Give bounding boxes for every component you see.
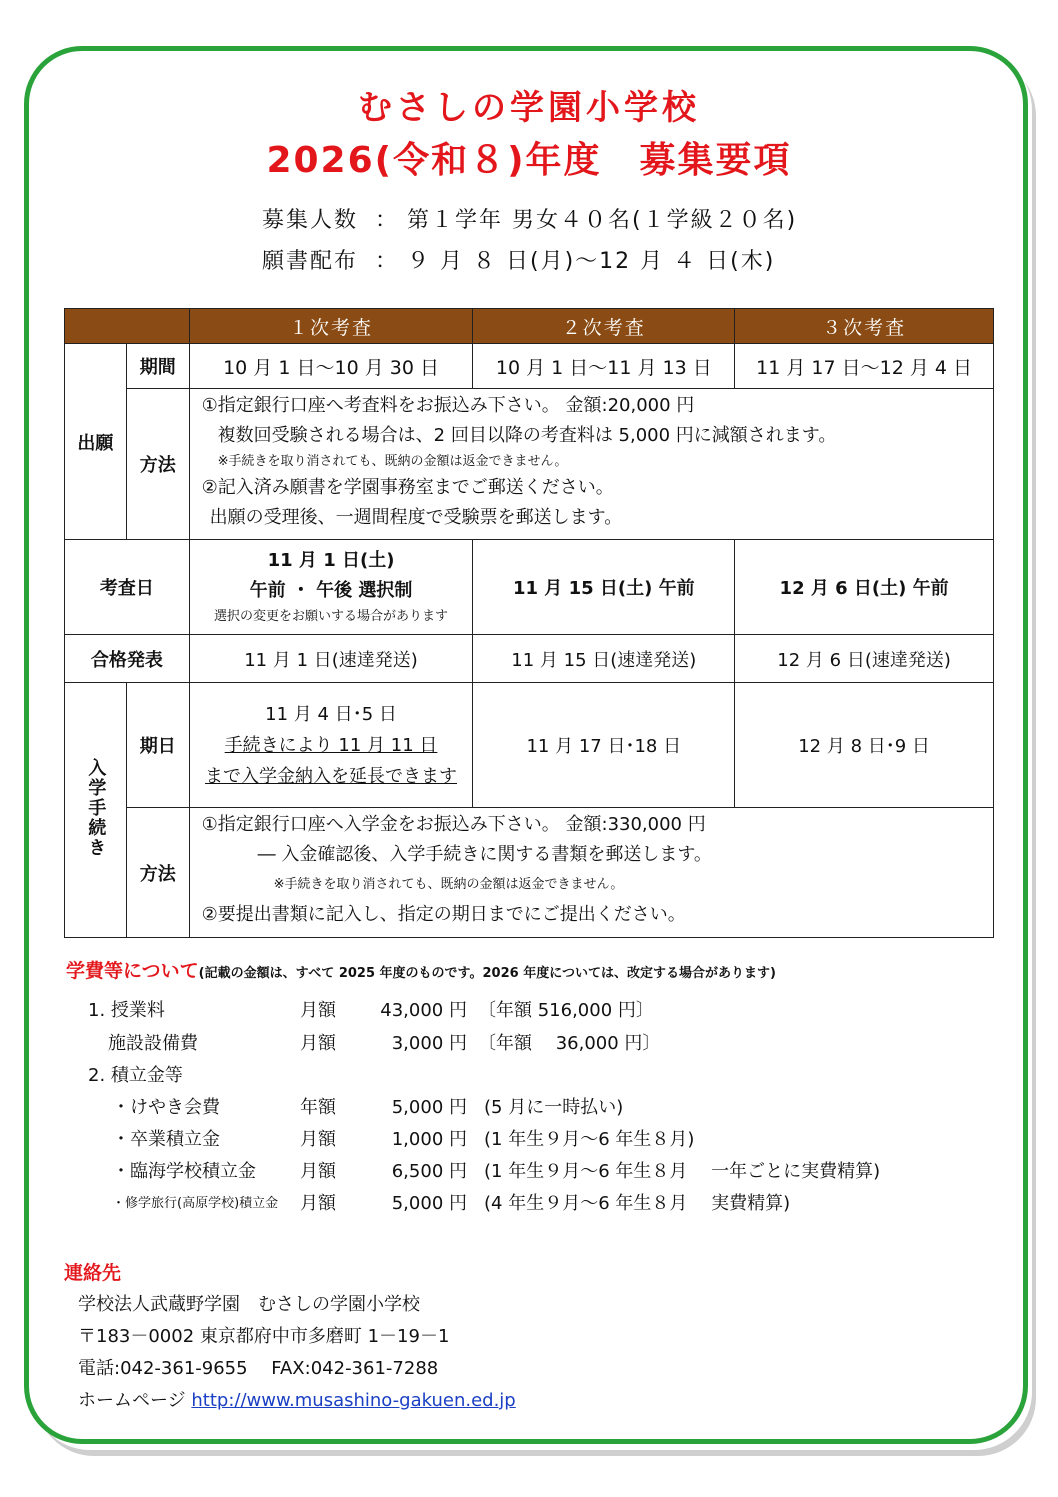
fee-row — [0, 1125, 1058, 1155]
fee-row — [0, 1029, 1058, 1059]
method-line: ②記入済み願書を学園事務室までご郵送ください。 — [201, 477, 614, 498]
fee-extra: 〔年額 516,000 円〕 — [478, 1000, 654, 1021]
fee-extra: 〔年額 36,000 円〕 — [478, 1033, 661, 1054]
contact-address: 〒183－0002 東京都府中市多磨町 1－19－1 — [78, 1326, 450, 1347]
fees-note: (記載の金額は、すべて 2025 年度のものです。2026 年度については、改定する場合があります) — [198, 966, 776, 981]
result-cell: 11 月 1 日(速達発送) — [189, 635, 473, 683]
colon: ： — [374, 208, 399, 233]
fee-row — [0, 1157, 1058, 1187]
fee-period: 月額 — [300, 1033, 336, 1054]
fee-amount: 5,000 円 — [391, 1193, 467, 1214]
fee-name: 1. 授業料 — [88, 1000, 165, 1021]
enroll-date-label: 期日 — [126, 683, 189, 808]
distribution-value: ９ 月 ８ 日(月)～12 月 ４ 日(木) — [407, 249, 776, 274]
fee-period: 年額 — [300, 1097, 336, 1118]
contact-homepage — [78, 1386, 516, 1412]
method-line: ― 入金確認後、入学手続きに関する書類を郵送します。 — [257, 844, 712, 865]
result-cell: 12 月 6 日(速達発送) — [735, 635, 994, 683]
fee-amount: 43,000 円 — [380, 1000, 467, 1021]
fee-period: 月額 — [300, 1129, 336, 1150]
fee-name: ・修学旅行(高原学校)積立金 — [112, 1196, 279, 1211]
table-header-row — [65, 309, 994, 344]
fee-period: 月額 — [300, 1000, 336, 1021]
fee-amount: 6,500 円 — [391, 1161, 467, 1182]
period-cell: 10 月 1 日～11 月 13 日 — [473, 344, 735, 389]
fee-name: ・けやき会費 — [112, 1097, 220, 1118]
fee-extra: (1 年生９月～6 年生８月) — [484, 1129, 695, 1150]
exam-date-first: 11 月 1 日(土) — [267, 550, 395, 571]
contact-phone: 電話:042-361-9655 FAX:042-361-7288 — [78, 1358, 439, 1379]
table-row — [65, 344, 994, 389]
exam-date-cell: 12 月 6 日(土) 午前 — [735, 540, 994, 635]
method-line: ①指定銀行口座へ考査料をお振込み下さい。 金額:20,000 円 — [201, 395, 695, 416]
fee-extra: (5 月に一時払い) — [484, 1097, 624, 1118]
column-header: ３次考査 — [735, 309, 994, 344]
period-cell: 11 月 17 日～12 月 4 日 — [735, 344, 994, 389]
distribution-label: 願書配布 — [262, 249, 359, 274]
method-note: ※手続きを取り消されても、既納の金額は返金できません。 — [273, 877, 624, 892]
fee-extra: (4 年生９月～6 年生８月 実費精算) — [484, 1193, 791, 1214]
method-line: ①指定銀行口座へ入学金をお振込み下さい。 金額:330,000 円 — [201, 814, 706, 835]
enroll-date-cell — [189, 683, 473, 808]
enroll-date-cell: 12 月 8 日･9 日 — [735, 683, 994, 808]
fee-extra: (1 年生９月～6 年生８月 一年ごとに実費精算) — [484, 1161, 881, 1182]
column-header: １次考査 — [189, 309, 473, 344]
enroll-date-cell: 11 月 17 日･18 日 — [473, 683, 735, 808]
fees-heading: 学費等について — [66, 960, 199, 982]
enroll-extension: 手続きにより 11 月 11 日 — [224, 734, 438, 756]
school-name: むさしの学園小学校 — [358, 88, 700, 128]
exam-date-cell: 11 月 15 日(土) 午前 — [473, 540, 735, 635]
column-header: ２次考査 — [473, 309, 735, 344]
capacity-line — [262, 203, 797, 234]
contact-org: 学校法人武蔵野学園 むさしの学園小学校 — [78, 1294, 420, 1315]
header-empty-cell — [65, 309, 190, 344]
method-label: 方法 — [126, 389, 189, 540]
exam-date-note: 選択の変更をお願いする場合があります — [214, 609, 449, 624]
fee-name: 施設設備費 — [108, 1033, 198, 1054]
method-label: 方法 — [126, 808, 189, 938]
fee-name: 2. 積立金等 — [88, 1065, 183, 1086]
fee-row — [0, 1061, 1058, 1091]
result-label: 合格発表 — [65, 635, 190, 683]
table-row — [65, 635, 994, 683]
application-label: 出願 — [65, 344, 127, 540]
method-cell — [189, 389, 993, 540]
enroll-extension: まで入学金納入を延長できます — [205, 765, 458, 787]
enroll-label-cell — [65, 683, 127, 938]
fee-row — [0, 1093, 1058, 1123]
exam-date-label: 考査日 — [65, 540, 190, 635]
result-cell: 11 月 15 日(速達発送) — [473, 635, 735, 683]
distribution-line — [262, 244, 775, 275]
period-label: 期間 — [126, 344, 189, 389]
table-row — [65, 540, 994, 635]
capacity-value: 第１学年 男女４０名(１学級２０名) — [407, 208, 798, 233]
capacity-label: 募集人数 — [262, 208, 359, 233]
table-row — [65, 808, 994, 938]
fee-name: ・臨海学校積立金 — [112, 1161, 256, 1182]
fee-row — [0, 996, 1058, 1026]
colon: ： — [374, 249, 399, 274]
period-cell: 10 月 1 日～10 月 30 日 — [189, 344, 473, 389]
method-cell — [189, 808, 993, 938]
method-line: 出願の受理後、一週間程度で受験票を郵送します。 — [209, 507, 623, 528]
fees-title — [66, 956, 776, 983]
fee-row — [0, 1189, 1058, 1219]
fee-amount: 1,000 円 — [391, 1129, 467, 1150]
fee-amount: 3,000 円 — [391, 1033, 467, 1054]
contact-title: 連絡先 — [64, 1262, 122, 1284]
method-line: 複数回受験される場合は、2 回目以降の考査料は 5,000 円に減額されます。 — [217, 425, 837, 446]
page-title: 2026(令和８)年度 募集要項 — [266, 140, 792, 181]
schedule-table — [64, 308, 994, 938]
homepage-label: ホームページ — [78, 1390, 186, 1411]
method-line: ②要提出書類に記入し、指定の期日までにご提出ください。 — [201, 904, 686, 925]
fee-amount: 5,000 円 — [391, 1097, 467, 1118]
homepage-link[interactable]: http://www.musashino-gakuen.ed.jp — [191, 1390, 516, 1411]
method-note: ※手続きを取り消されても、既納の金額は返金できません。 — [217, 454, 568, 469]
table-row — [65, 683, 994, 808]
exam-time-first: 午前 ・ 午後 選択制 — [249, 580, 413, 601]
enroll-date-first: 11 月 4 日･5 日 — [265, 703, 397, 725]
exam-date-cell — [189, 540, 473, 635]
fee-period: 月額 — [300, 1193, 336, 1214]
table-row — [65, 389, 994, 540]
fee-name: ・卒業積立金 — [112, 1129, 220, 1150]
fee-period: 月額 — [300, 1161, 336, 1182]
enroll-label: 入学手続き — [85, 757, 107, 858]
